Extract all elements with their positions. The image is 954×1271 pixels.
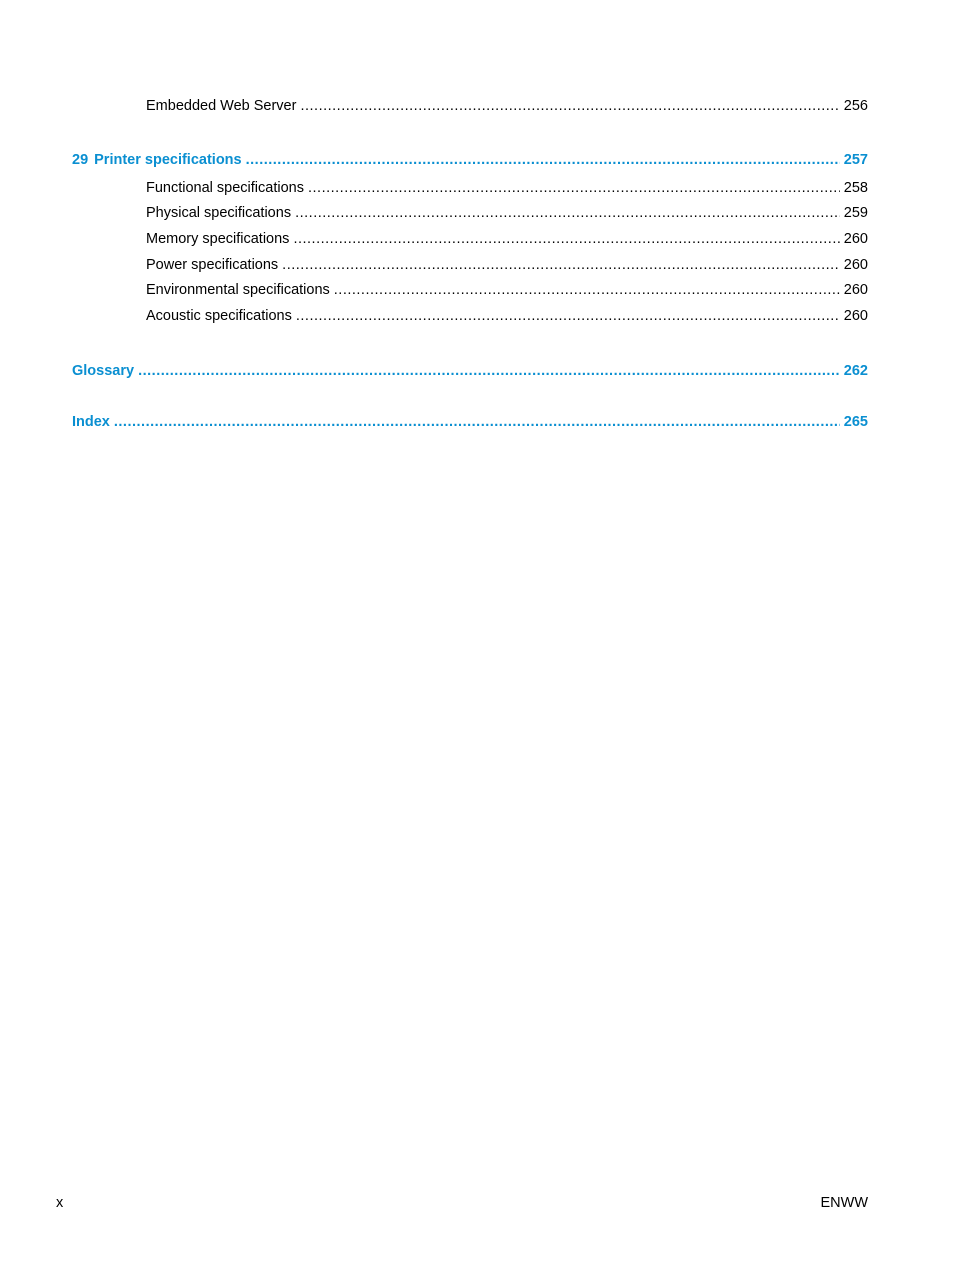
- dot-leader: [114, 413, 840, 431]
- toc-entry-page: 258: [843, 180, 868, 196]
- toc-chapter-title: [72, 151, 242, 169]
- toc-chapter-29[interactable]: [72, 151, 868, 169]
- toc-glossary-title: Glossary: [72, 363, 135, 379]
- toc-entry-page: 260: [843, 231, 868, 247]
- toc-entry-physical-specifications[interactable]: [146, 204, 868, 222]
- toc-entry-page: 260: [843, 257, 868, 273]
- toc-entry-title: Environmental specifications: [146, 282, 330, 298]
- toc-entry-page: 259: [843, 205, 868, 221]
- toc-entry-environmental-specifications[interactable]: [146, 281, 868, 299]
- toc-entry-title: Physical specifications: [146, 205, 292, 221]
- toc-entry-memory-specifications[interactable]: [146, 230, 868, 248]
- toc-chapter-page: 257: [843, 152, 868, 168]
- dot-leader: [138, 362, 840, 380]
- toc-index-page: 265: [843, 414, 868, 430]
- toc-entry-title: Memory specifications: [146, 231, 290, 247]
- toc-entry-functional-specifications[interactable]: [146, 179, 868, 197]
- toc-entry-page: 256: [843, 98, 868, 114]
- toc-entry-page: 260: [843, 282, 868, 298]
- toc-entry-power-specifications[interactable]: [146, 256, 868, 274]
- toc-index-title: Index: [72, 414, 110, 430]
- dot-leader: [246, 151, 840, 169]
- toc-entry-title: Embedded Web Server: [146, 98, 297, 114]
- footer-page-number: x: [56, 1195, 64, 1211]
- dot-leader: [295, 204, 840, 222]
- toc-glossary-page: 262: [843, 363, 868, 379]
- dot-leader: [334, 281, 840, 299]
- dot-leader: [282, 256, 840, 274]
- toc-entry-title: Power specifications: [146, 257, 279, 273]
- toc-entry-acoustic-specifications[interactable]: [146, 307, 868, 325]
- dot-leader: [300, 97, 839, 115]
- toc-entry-title: Functional specifications: [146, 180, 304, 196]
- dot-leader: [296, 307, 840, 325]
- toc-entry-embedded-web-server[interactable]: [146, 97, 868, 115]
- toc-glossary[interactable]: [72, 362, 868, 380]
- toc-chapter-number: 29: [72, 152, 89, 168]
- toc-entry-title: Acoustic specifications: [146, 308, 292, 324]
- dot-leader: [293, 230, 839, 248]
- toc-chapter-label: Printer specifications: [94, 152, 242, 168]
- dot-leader: [308, 179, 840, 197]
- toc-entry-page: 260: [843, 308, 868, 324]
- toc-index[interactable]: [72, 413, 868, 431]
- footer-locale: ENWW: [820, 1195, 868, 1211]
